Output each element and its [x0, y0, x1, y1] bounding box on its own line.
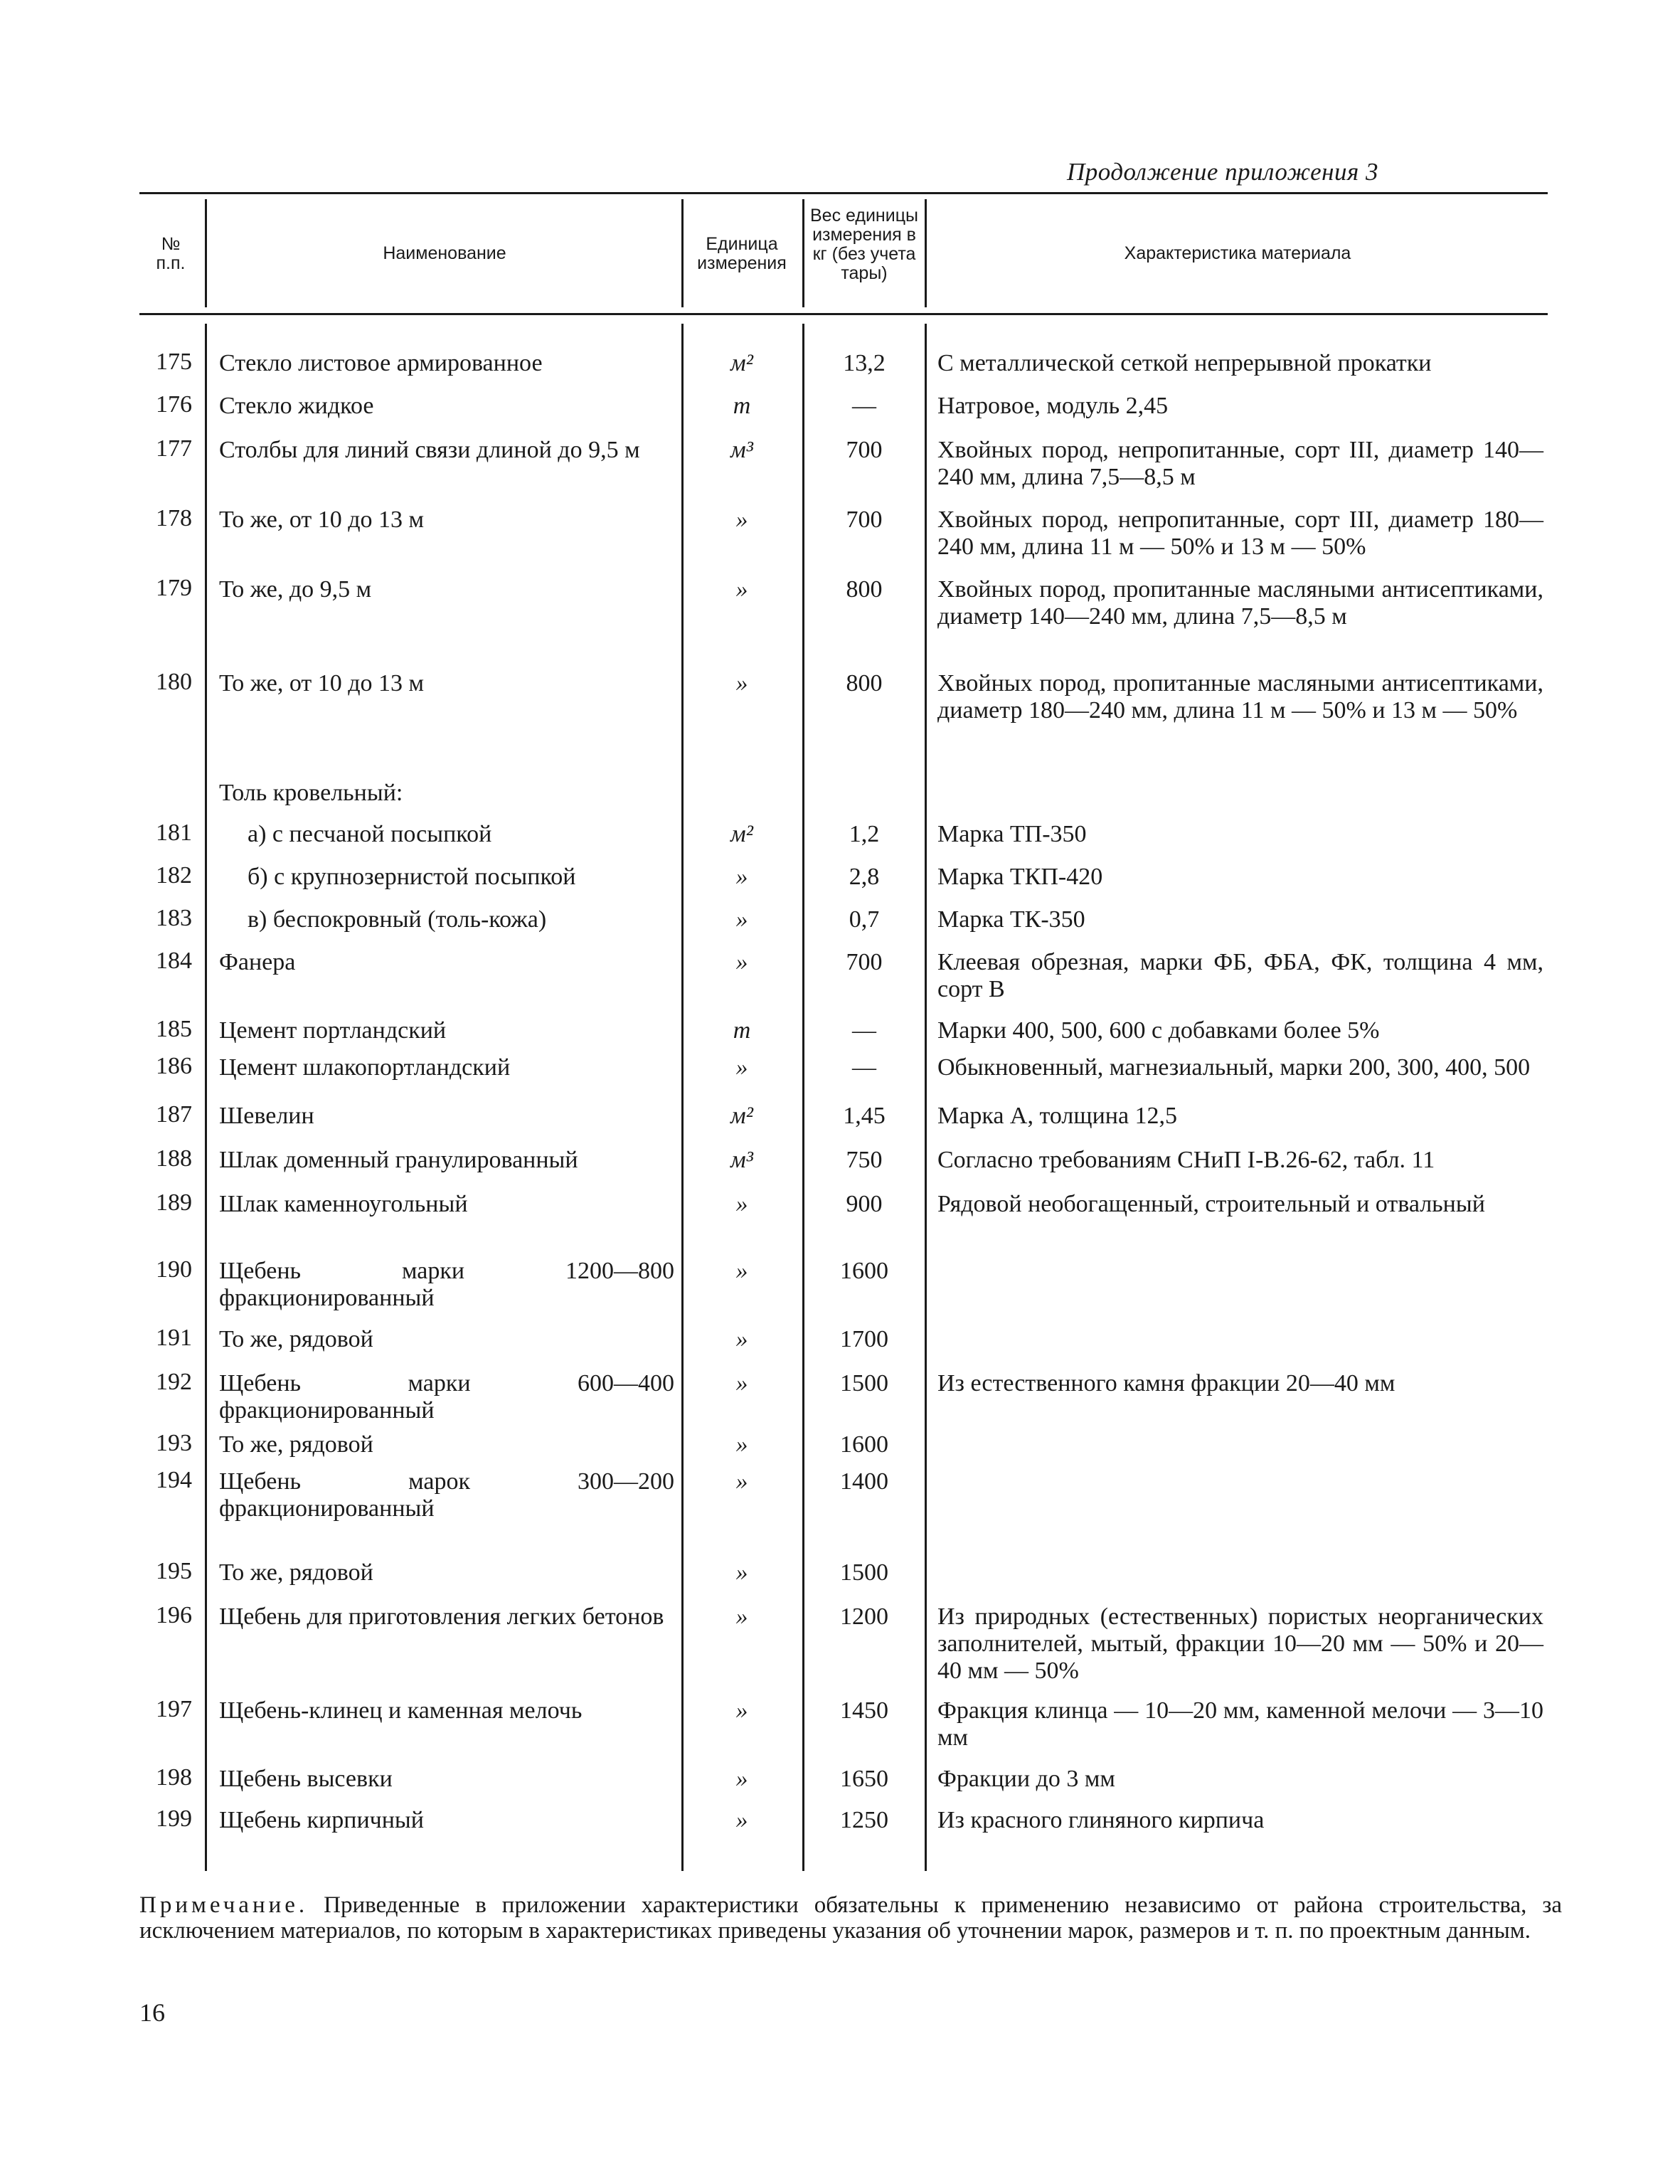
row-name: Шлак доменный гранулированный	[219, 1147, 578, 1173]
row-name: Щебень марок 300—200 фракционированный	[219, 1468, 674, 1522]
row-weight: 750	[846, 1147, 883, 1173]
row-unit: т	[733, 393, 751, 419]
row-name: То же, от 10 до 13 м	[219, 507, 425, 533]
row-unit: »	[735, 1559, 748, 1586]
row-characteristic: Хвойных пород, пропитанные масляными антисептиками, диаметр 140—240 мм, длина 7,5—8,5 м	[937, 576, 1543, 630]
row-weight: 900	[846, 1191, 883, 1217]
row-unit: »	[735, 1326, 748, 1352]
row-number: 183	[156, 905, 192, 931]
row-number: 175	[156, 349, 192, 375]
row-number: 194	[156, 1467, 192, 1493]
row-name: То же, от 10 до 13 м	[219, 670, 425, 696]
row-unit: м³	[730, 1147, 753, 1173]
row-weight: 1600	[840, 1431, 888, 1458]
row-unit: »	[735, 1766, 748, 1792]
row-number: 182	[156, 862, 192, 889]
row-unit: м²	[730, 1103, 753, 1129]
row-number: 180	[156, 669, 192, 695]
row-weight: —	[852, 1017, 876, 1044]
row-number: 197	[156, 1696, 192, 1722]
column-divider	[802, 324, 804, 1871]
column-divider	[681, 199, 684, 307]
row-name: Щебень марки 1200—800 фракционированный	[219, 1258, 674, 1311]
row-name: а) с песчаной посыпкой	[248, 821, 492, 847]
row-characteristic: Марки 400, 500, 600 с добавками более 5%	[937, 1017, 1380, 1044]
row-characteristic: С металлической сеткой непрерывной прокатки	[937, 350, 1432, 376]
row-weight: 1500	[840, 1559, 888, 1586]
column-divider	[925, 324, 927, 1871]
row-name: Щебень для приготовления легких бетонов	[219, 1603, 664, 1630]
row-unit: »	[735, 507, 748, 533]
row-weight: 1500	[840, 1370, 888, 1396]
row-weight: 800	[846, 670, 883, 696]
row-characteristic: Из естественного камня фракции 20—40 мм	[937, 1370, 1395, 1396]
row-characteristic: Марка ТК-350	[937, 906, 1085, 933]
row-unit: »	[735, 670, 748, 696]
row-characteristic: Хвойных пород, непропитанные, сорт III, диаметр 140—240 мм, длина 7,5—8,5 м	[937, 437, 1543, 490]
row-unit: т	[733, 1017, 751, 1044]
row-name: Фанера	[219, 949, 296, 975]
row-unit: »	[735, 1258, 748, 1284]
note	[139, 1892, 1562, 1944]
row-unit: »	[735, 1697, 748, 1724]
row-characteristic: Хвойных пород, непропитанные, сорт III, диаметр 180—240 мм, длина 11 м — 50% и 13 м — 50%	[937, 507, 1543, 560]
row-characteristic: Марка А, толщина 12,5	[937, 1103, 1178, 1129]
row-weight: —	[852, 393, 876, 419]
note-text: Приведенные в приложении характеристики обязательны к применению независимо от района строительства, за исключением материалов, по которым в характеристиках приведены указания об уточнении марок, размеров и т. п. по проектным данным.	[139, 1892, 1563, 1944]
row-number: 187	[156, 1101, 192, 1128]
row-characteristic: Из природных (естественных) пористых неорганических заполнителей, мытый, фракции 10—20 мм — 50% и 20—40 мм — 50%	[937, 1603, 1543, 1684]
row-number: 199	[156, 1806, 192, 1832]
row-number: 189	[156, 1189, 192, 1216]
row-characteristic: Фракции до 3 мм	[937, 1766, 1115, 1792]
row-weight: 1400	[840, 1468, 888, 1495]
column-divider	[205, 199, 207, 307]
row-unit: »	[735, 864, 748, 890]
row-unit: »	[735, 1603, 748, 1630]
row-number: 192	[156, 1369, 192, 1395]
row-unit: »	[735, 1468, 748, 1495]
row-number: 186	[156, 1053, 192, 1079]
row-unit: »	[735, 906, 748, 933]
row-unit: »	[735, 1807, 748, 1833]
row-number: 176	[156, 391, 192, 418]
row-unit: »	[735, 576, 748, 603]
row-name: Цемент портландский	[219, 1017, 447, 1044]
row-number: 181	[156, 820, 192, 846]
header-weight: Вес единицы измерения в кг (без учета тары)	[810, 206, 918, 283]
row-number: 177	[156, 435, 192, 462]
table-top-rule	[139, 192, 1548, 194]
row-weight: 1600	[840, 1258, 888, 1284]
row-name: Щебень высевки	[219, 1766, 393, 1792]
header-unit: Единица измерения	[697, 234, 787, 273]
row-characteristic: Фракция клинца — 10—20 мм, каменной мелочи — 3—10 мм	[937, 1697, 1543, 1751]
row-number: 179	[156, 575, 192, 601]
row-name: в) беспокровный (толь-кожа)	[248, 906, 547, 933]
row-characteristic: Марка ТП-350	[937, 821, 1087, 847]
row-weight: 700	[846, 507, 883, 533]
row-weight: 1650	[840, 1766, 888, 1792]
row-number: 191	[156, 1325, 192, 1351]
row-weight: 13,2	[843, 350, 886, 376]
row-weight: 1,45	[843, 1103, 886, 1129]
row-characteristic: Обыкновенный, магнезиальный, марки 200, 300, 400, 500	[937, 1054, 1531, 1081]
row-weight: 1200	[840, 1603, 888, 1630]
row-name: Щебень-клинец и каменная мелочь	[219, 1697, 583, 1724]
header-characteristic: Характеристика материала	[1124, 243, 1351, 263]
row-characteristic: Хвойных пород, пропитанные масляными антисептиками, диаметр 180—240 мм, длина 11 м — 50% и 13 м — 50%	[937, 670, 1543, 723]
note-label: Примечание.	[139, 1892, 309, 1918]
row-unit: »	[735, 1054, 748, 1081]
header-name: Наименование	[383, 243, 506, 263]
row-characteristic: Рядовой необогащенный, строительный и отвальный	[937, 1191, 1485, 1217]
header-bottom-rule	[139, 313, 1548, 315]
row-weight: 1250	[840, 1807, 888, 1833]
column-divider	[802, 199, 804, 307]
row-name: Цемент шлакопортландский	[219, 1054, 511, 1081]
row-name: б) с крупнозернистой посыпкой	[248, 864, 576, 890]
row-characteristic: Из красного глиняного кирпича	[937, 1807, 1265, 1833]
row-unit: »	[735, 1431, 748, 1458]
row-name: Шлак каменноугольный	[219, 1191, 468, 1217]
row-characteristic: Согласно требованиям СНиП I-В.26-62, табл. 11	[937, 1147, 1435, 1173]
column-divider	[925, 199, 927, 307]
row-number: 195	[156, 1558, 192, 1584]
row-name: Столбы для линий связи длиной до 9,5 м	[219, 437, 640, 463]
row-group-heading: Толь кровельный:	[219, 780, 403, 806]
row-name: То же, до 9,5 м	[219, 576, 372, 603]
row-weight: —	[852, 1054, 876, 1081]
row-number: 190	[156, 1256, 192, 1283]
row-unit: »	[735, 1191, 748, 1217]
row-weight: 800	[846, 576, 883, 603]
row-number: 196	[156, 1602, 192, 1628]
row-name: Шевелин	[219, 1103, 314, 1129]
row-weight: 700	[846, 437, 883, 463]
row-characteristic: Натровое, модуль 2,45	[937, 393, 1169, 419]
row-number: 193	[156, 1430, 192, 1456]
row-name: Стекло листовое армированное	[219, 350, 543, 376]
row-name: Стекло жидкое	[219, 393, 374, 419]
row-number: 185	[156, 1016, 192, 1042]
row-characteristic: Марка ТКП-420	[937, 864, 1103, 890]
row-number: 188	[156, 1145, 192, 1172]
row-name: То же, рядовой	[219, 1326, 373, 1352]
header-number: № п.п.	[156, 234, 186, 273]
row-weight: 1700	[840, 1326, 888, 1352]
row-unit: »	[735, 1370, 748, 1396]
row-name: Щебень кирпичный	[219, 1807, 424, 1833]
row-unit: м²	[730, 350, 753, 376]
row-weight: 700	[846, 949, 883, 975]
row-weight: 1450	[840, 1697, 888, 1724]
row-name: Щебень марки 600—400 фракционированный	[219, 1370, 674, 1424]
row-unit: »	[735, 949, 748, 975]
row-number: 178	[156, 505, 192, 531]
row-weight: 2,8	[849, 864, 880, 890]
row-number: 184	[156, 948, 192, 974]
page-number: 16	[139, 1998, 165, 2027]
row-name: То же, рядовой	[219, 1559, 373, 1586]
column-divider	[681, 324, 684, 1871]
row-name: То же, рядовой	[219, 1431, 373, 1458]
column-divider	[205, 324, 207, 1871]
row-characteristic: Клеевая обрезная, марки ФБ, ФБА, ФК, толщина 4 мм, сорт В	[937, 949, 1543, 1002]
row-weight: 1,2	[849, 821, 880, 847]
row-unit: м²	[730, 821, 753, 847]
row-number: 198	[156, 1764, 192, 1791]
running-head: Продолжение приложения 3	[1067, 158, 1379, 186]
row-weight: 0,7	[849, 906, 880, 933]
row-unit: м³	[730, 437, 753, 463]
